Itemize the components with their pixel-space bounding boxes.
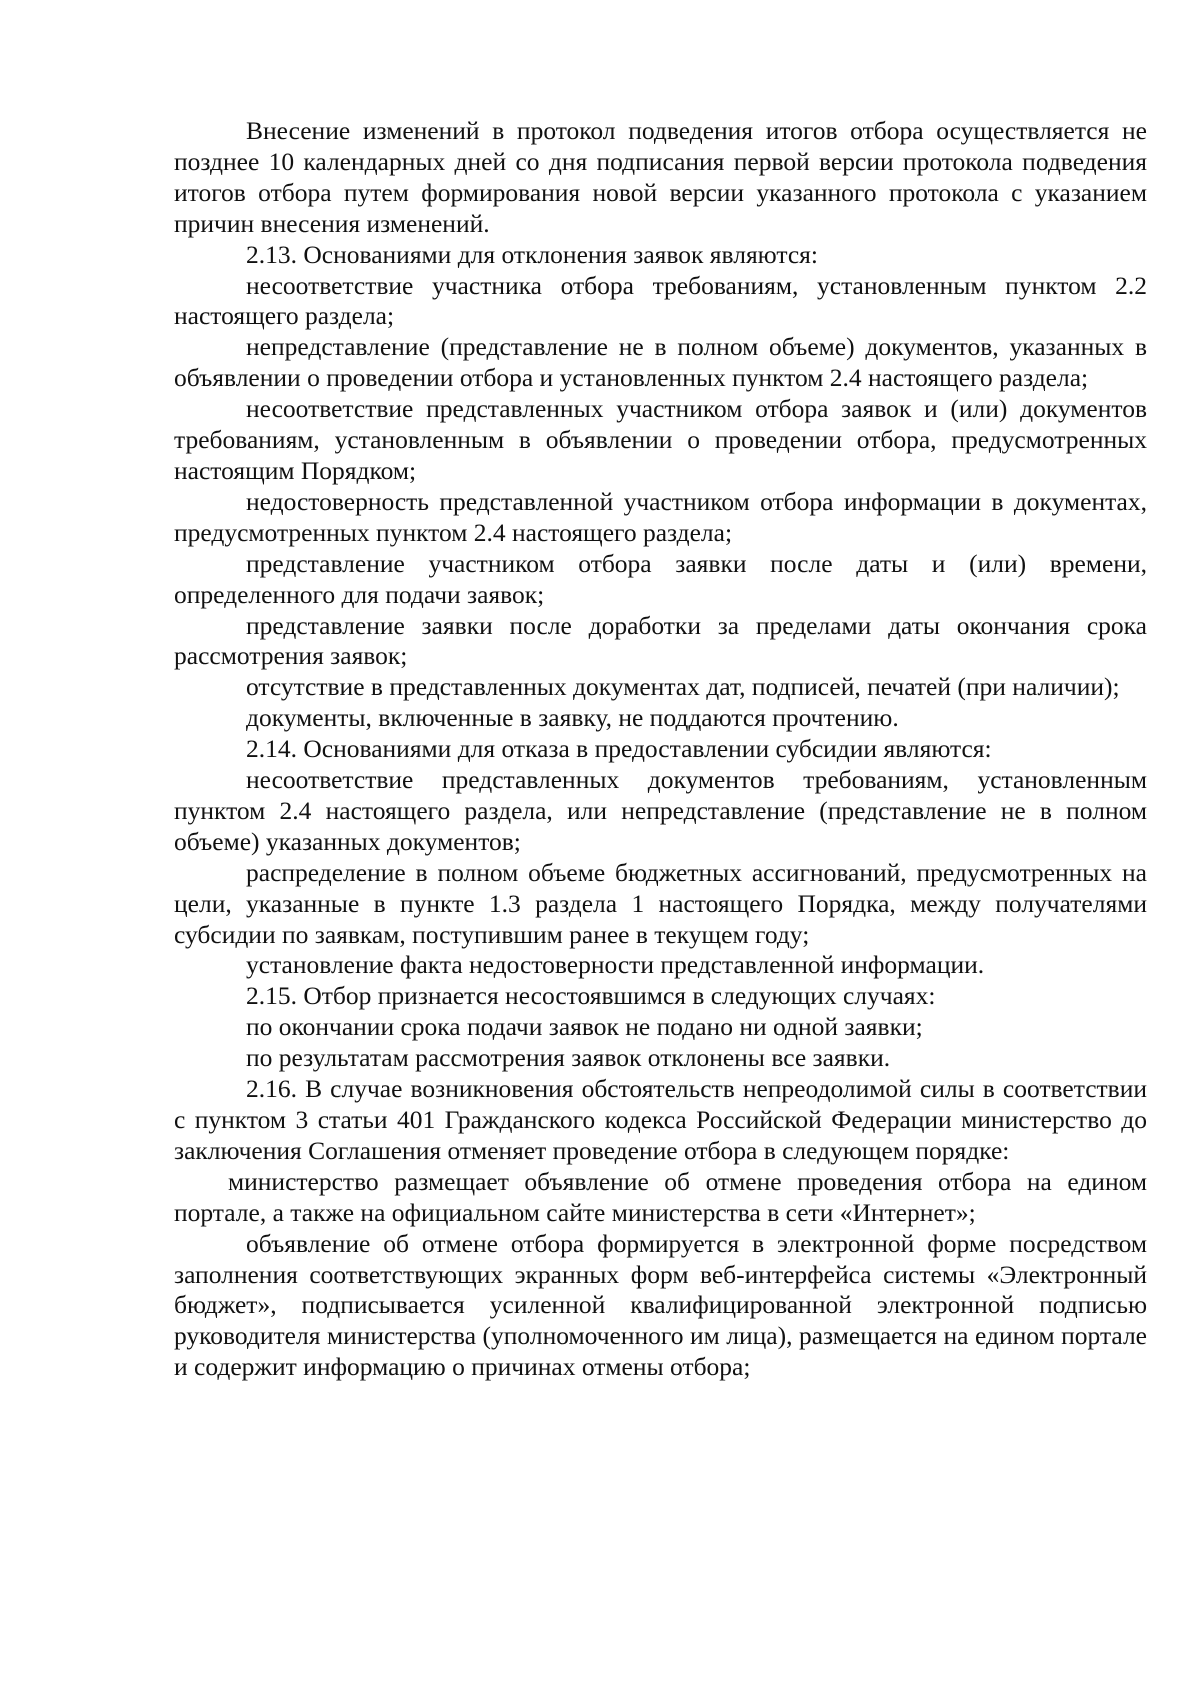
document-body (174, 116, 1147, 1383)
paragraph-rejection-4: недостоверность представленной участником отбора информации в документах, предусмотренных пунктом 2.4 настоящего раздела; (174, 486, 1147, 547)
paragraph-rejection-1: несоответствие участника отбора требованиям, установленным пунктом 2.2 настоящего раздела; (174, 270, 1147, 331)
paragraph-2-16-heading: 2.16. В случае возникновения обстоятельств непреодолимой силы в соответствии с пунктом 3 статьи 401 Гражданского кодекса Российской Федерации министерство до заключения Соглашения отменяет проведение отбора в следующем порядке: (174, 1074, 1147, 1165)
paragraph-cancel-1: министерство размещает объявление об отмене проведения отбора на едином портале, а также на официальном сайте министерства в сети «Интернет»; (174, 1166, 1147, 1227)
paragraph-2-15-heading: 2.15. Отбор признается несостоявшимся в следующих случаях: (246, 981, 936, 1011)
paragraph-refusal-3: установление факта недостоверности представленной информации. (246, 950, 985, 980)
paragraph-rejection-2: непредставление (представление не в полном объеме) документов, указанных в объявлении о проведении отбора и установленных пунктом 2.4 настоящего раздела; (174, 332, 1147, 393)
paragraph-refusal-1: несоответствие представленных документов требованиям, установленным пунктом 2.4 настоящего раздела, или непредставление (представление не в полном объеме) указанных документов; (174, 765, 1147, 856)
paragraph-rejection-3: несоответствие представленных участником отбора заявок и (или) документов требованиям, установленным в объявлении о проведении отбора, предусмотренных настоящим Порядком; (174, 394, 1147, 485)
paragraph-cancel-2: объявление об отмене отбора формируется в электронной форме посредством заполнения соответствующих экранных форм веб-интерфейса системы «Электронный бюджет», подписывается усиленной квалифицированной электронной подписью руководителя министерства (уполномоченного им лица), размещается на едином портале и содержит информацию о причинах отмены отбора; (174, 1228, 1147, 1382)
paragraph-rejection-7: отсутствие в представленных документах дат, подписей, печатей (при наличии); (246, 672, 1120, 702)
paragraph-rejection-8: документы, включенные в заявку, не поддаются прочтению. (246, 703, 899, 733)
paragraph-2-14-heading: 2.14. Основаниями для отказа в предоставлении субсидии являются: (246, 734, 992, 764)
paragraph-rejection-5: представление участником отбора заявки после даты и (или) времени, определенного для подачи заявок; (174, 548, 1147, 609)
paragraph-failed-2: по результатам рассмотрения заявок отклонены все заявки. (246, 1043, 891, 1073)
paragraph-rejection-6: представление заявки после доработки за пределами даты окончания срока рассмотрения заявок; (174, 610, 1147, 671)
paragraph-refusal-2: распределение в полном объеме бюджетных ассигнований, предусмотренных на цели, указанные в пункте 1.3 раздела 1 настоящего Порядка, между получателями субсидии по заявкам, поступившим ранее в текущем году; (174, 857, 1147, 949)
paragraph-failed-1: по окончании срока подачи заявок не подано ни одной заявки; (246, 1012, 923, 1042)
paragraph-protocol-changes: Внесение изменений в протокол подведения итогов отбора осуществляется не позднее 10 календарных дней со дня подписания первой версии протокола подведения итогов отбора путем формирования новой версии указанного протокола с указанием причин внесения изменений. (174, 116, 1147, 238)
paragraph-2-13-heading: 2.13. Основаниями для отклонения заявок являются: (246, 239, 818, 269)
